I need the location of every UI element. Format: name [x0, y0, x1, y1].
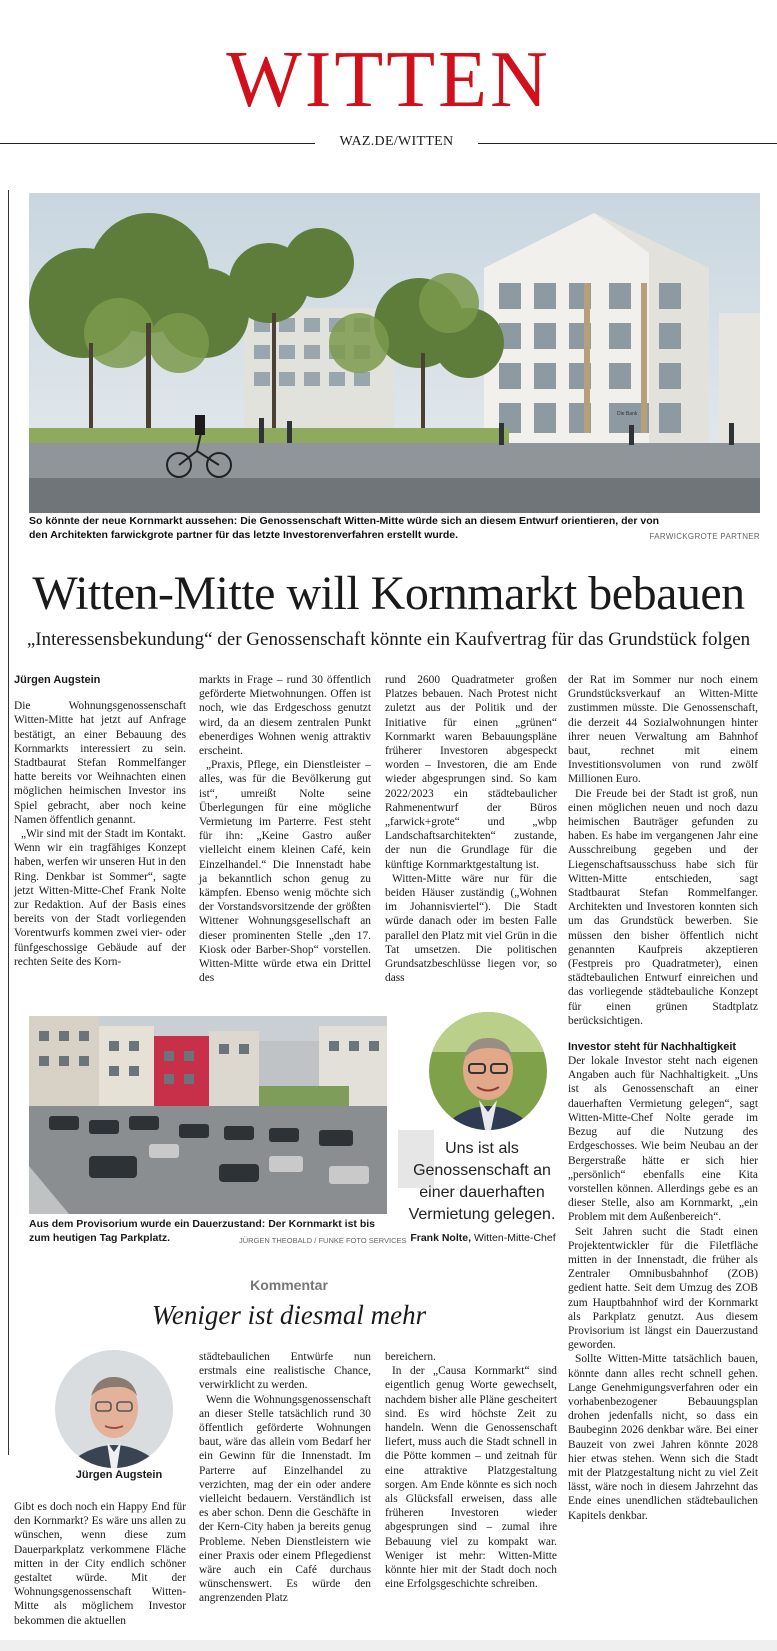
nolte-portrait	[429, 1012, 547, 1130]
paragraph: markts in Frage – rund 30 öffentlich geförderte Mietwohnungen. Offen ist noch, wie das Erdgeschoss genutzt wird, da an diesem zentralen Punkt ebenerdiges Wohnen wenig attraktiv erscheint.	[199, 674, 371, 758]
paragraph: In der „Causa Kornmarkt“ sind eigentlich genug Worte gewechselt, nachdem bisher alle Pläne gescheitert sind. Es wird höchste Zeit zu handeln. Wenn die Genossenschaft liefert, muss auch die Stadt schnell in die Pötte kommen – und zeitnah für eine attraktive Platzgestaltung sorgen. Am Ende könnte es sich noch als Glücksfall erweisen, dass alle früheren Investoren wieder abgesprungen sind – zumal ihre Bebauung viel zu kompakt war. Weniger ist mehr: Witten-Mitte könnte hier mit der Stadt doch noch eine Erfolgsgeschichte schreiben.	[385, 1365, 557, 1591]
article-byline: Jürgen Augstein	[14, 674, 101, 686]
article-column-2	[199, 673, 371, 985]
paragraph: Sollte Witten-Mitte tatsächlich bauen, könnte dann alles recht schnell gehen. Lange Genehmigungsverfahren oder ein vorhabenbezogener Bebauungsplan drohen jedenfalls nicht, so dass ein Baubeginn 2026 denkbar wäre. Bei einer Bauzeit von zwei Jahren könnte 2028 hier etwas stehen. Wenn sich die Stadt mit der Platzgestaltung nicht zu viel Zeit lässt, wäre noch in diesem Jahrzehnt das Ende eines unendlichen städtebaulichen Kapitels denkbar.	[568, 1353, 758, 1522]
hero-caption: So könnte der neue Kornmarkt aussehen: Die Genossenschaft Witten-Mitte würde sich an diesem Entwurf orientieren, der von den Architekten farwickgrote partner für das letzte Investorenverfahren erstellt wurde.	[29, 515, 660, 541]
kommentar-author: Jürgen Augstein	[75, 1469, 163, 1481]
hero-credit: FARWICKGROTE PARTNER	[649, 532, 760, 541]
paragraph: Seit Jahren sucht die Stadt einen Projektentwickler für die Filetfläche mitten in der Innenstadt, die früher als Zentraler Omnibusbahnhof (ZOB) gedient hatte. Seit dem Umzug des ZOB zum Hauptbahnhof wird der Kornmarkt als Parkplatz genutzt. Aus diesem Provisorium ist längst ein Dauerzustand geworden.	[568, 1225, 758, 1352]
rule-left	[0, 143, 315, 144]
parking-illustration	[29, 1016, 387, 1214]
article-column-1	[14, 673, 186, 969]
article-column-4	[568, 673, 758, 1523]
paragraph: rund 2600 Quadratmeter großen Platzes bebauen. Nach Protest nicht zuletzt aus der Politik und der Initiative für einen „grünen“ Kornmarkt waren Bebauungspläne früherer Investoren abgespeckt worden – Investoren, die am Ende wieder abgesprungen sind. So kam 2022/2023 ein städtebaulicher Rahmenentwurf der Büros „farwick+grote“ und „wbp Landschaftsarchitekten“ zustande, der nun die Grundlage für die künftige Kornmarktgestaltung ist.	[385, 674, 557, 871]
column-divider-left	[8, 190, 9, 1455]
edition-row	[0, 134, 777, 154]
quote-attribution	[398, 1232, 568, 1244]
paragraph: „Praxis, Pflege, ein Dienstleister – alles, was für die Bevölkerung gut ist“, umreißt Nolte seine Überlegungen für eine mögliche Vermietung im Parterre. Fest steht für ihn: „Keine Gastro außer vielleicht einem kleinen Café, kein Einzelhandel.“ Die Innenstadt habe ja bekanntlich schon genug zu kämpfen. Ebenso wenig möchte sich der Vorstandsvorsitzende der größten Wittener Wohnungsgesellschaft an dieser prominenten Stelle „den 17. Kiosk oder Barber-Shop“ vorstellen. Witten-Mitte würde etwa ein Drittel des	[199, 759, 371, 985]
paragraph: Wenn die Wohnungsgenossenschaft an dieser Stelle tatsächlich rund 30 öffentlich geförderte Wohnungen baut, wäre das allein vom Bedarf her ein Gewinn für die Innenstadt. Im Parterre auf Einzelhandel zu verzichten, mag der ein oder andere vielleicht bedauern. Verständlich ist es aber schon. Denn die Geschäfte in der Kern-City haben ja bereits genug Probleme. Neben Dienstleistern wie einer Praxis oder einem Pflegedienst wäre auch ein Café durchaus wünschenswert. Es würde den angrenzenden Platz	[199, 1393, 371, 1605]
paragraph: Die Wohnungsgenossenschaft Witten-Mitte hat jetzt auf Anfrage bestätigt, an einer Bebauung des Kornmarkts interessiert zu sein. Stadtbaurat Stefan Rommelfanger hatte bereits vor Weihnachten einen möglichen heimischen Investor ins Spiel gebracht, aber noch keine Namen öffentlich genannt.	[14, 700, 186, 826]
masthead	[0, 36, 777, 124]
paragraph: Der lokale Investor steht nach eigenen Angaben auch für Nachhaltigkeit. „Uns ist als Genossenschaft an einer dauerhaften Vermietung gelegen“, sagt Witten-Mitte-Chef Nolte gerade im Bezug auf die Nutzung des Erdgeschosses. Wie beim Neubau an der Bergerstraße hätte er sich hier „persönlich“ ebenfalls eine Kita vorstellen können. Allerdings gebe es an dieser Stelle, also am Kornmarkt, „ein Problem mit dem Außenbereich“.	[568, 1055, 758, 1224]
kommentar-column-1	[14, 1500, 186, 1628]
parking-photo-credit: JÜRGEN THEOBALD / FUNKE FOTO SERVICES	[239, 1236, 407, 1245]
augstein-portrait	[55, 1350, 173, 1468]
paragraph: Gibt es doch noch ein Happy End für den Kornmarkt? Es wäre uns allen zu wünschen, wenn diese zum Dauerparkplatz verkommene Fläche mitten in der City endlich schöner gestaltet würde. Mit der Wohnungsgenossenschaft Witten-Mitte als möglichem Investor bekommen die aktuellen	[14, 1501, 186, 1627]
edition-label: WAZ.DE/WITTEN	[339, 134, 454, 149]
article-headline: Witten-Mitte will Kornmarkt bebauen	[32, 567, 745, 620]
parking-photo-caption: Aus dem Provisorium wurde ein Dauerzustand: Der Kornmarkt ist bis zum heutigen Tag Parkplatz.	[29, 1218, 375, 1244]
paragraph: der Rat im Sommer nur noch einem Grundstücksverkauf an Witten-Mitte zustimmen müsste. Die Genossenschaft, die derzeit 44 Sozialwohnungen hinter ihrer neuen Verwaltung am Bahnhof baut, rechnet mit einem Investitionsvolumen von rund zwölf Millionen Euro.	[568, 674, 758, 786]
section-subhead: Investor steht für Nachhaltigkeit	[568, 1041, 737, 1054]
page-bottom-bar	[0, 1640, 777, 1651]
quote-name: Frank Nolte,	[410, 1232, 472, 1244]
kommentar-title: Weniger ist diesmal mehr	[151, 1300, 427, 1330]
paragraph: „Wir sind mit der Stadt im Kontakt. Wenn wir ein tragfähiges Konzept haben, werfen wir unseren Hut in den Ring. Denkbar ist Sommer“, sagte jetzt Witten-Mitte-Chef Frank Nolte zur Redaktion. Auf der Basis eines bereits von der Stadt vorliegenden Vorentwurfs kommen zwei vier- oder fünfgeschossige Gebäude auf der rechten Seite des Korn-	[14, 828, 186, 968]
hero-image	[29, 193, 760, 513]
kommentar-column-2	[199, 1350, 371, 1606]
hero-illustration	[29, 193, 760, 513]
paragraph: Die Freude bei der Stadt ist groß, nun einen möglichen neuen und noch dazu heimischen Bauträger gefunden zu haben. Es habe im vergangenen Jahr eine Ausschreibung gegeben und der Liegenschaftsausschuss habe sich für Witten-Mitte entschieden, sagt Stadtbaurat Stefan Rommelfanger. Architekten und Investoren konnten sich um das Grundstück bewerben. Sie müssen den bisher öffentlich nicht genannten Kaufpreis akzeptieren (Festpreis pro Quadratmeter), einen städtebaulichen Entwurf einreichen und das vorliegende städtebauliche Konzept für einen grünen Stadtplatz berücksichtigen.	[568, 787, 758, 1027]
rule-right	[478, 143, 777, 144]
paragraph: Witten-Mitte wäre nur für die beiden Häuser zuständig („Wohnen im Johannisviertel“). Die Stadt würde danach oder im besten Falle parallel den Platz mit viel Grün in die Tat umsetzen. Die politischen Grundsatzbeschlüsse liegen vor, so dass	[385, 872, 557, 985]
shop-sign: Die Bank	[617, 411, 638, 417]
article-subheadline: „Interessensbekundung“ der Genossenschaft könnte ein Kaufvertrag für das Grundstück folgen	[26, 629, 751, 650]
paragraph: bereichern.	[385, 1351, 436, 1363]
kommentar-label: Kommentar	[250, 1277, 328, 1293]
masthead-title: WITTEN	[226, 36, 551, 124]
kommentar-column-3	[385, 1350, 557, 1591]
parking-photo	[29, 1016, 387, 1214]
quote-role: Witten-Mitte-Chef	[471, 1232, 556, 1244]
article-column-3	[385, 673, 557, 985]
paragraph: städtebaulichen Entwürfe nun erstmals eine realistische Chance, verwirklicht zu werden.	[199, 1351, 371, 1392]
pull-quote: Uns ist als Genossenschaft an einer dauerhaften Vermietung gelegen.	[408, 1140, 556, 1223]
